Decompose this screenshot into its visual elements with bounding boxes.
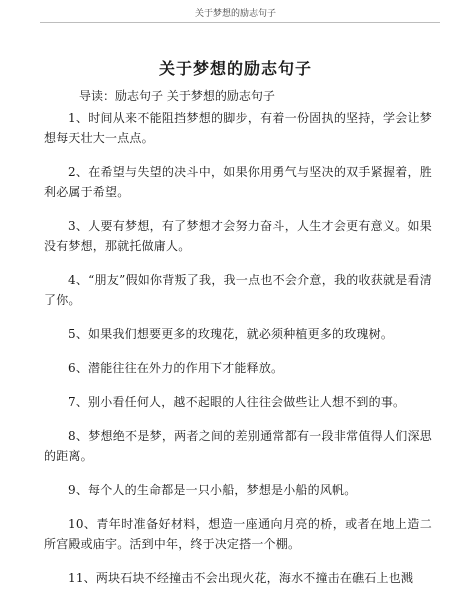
paragraph: 9、每个人的生命都是一只小船，梦想是小船的风帆。 xyxy=(68,483,357,497)
paragraph: 11、两块石块不经撞击不会出现火花，海水不撞击在礁石上也溅 xyxy=(68,571,414,585)
document-body xyxy=(44,108,432,602)
paragraph: 2、在希望与失望的决斗中，如果你用勇气与坚决的双手紧握着，胜利必属于希望。 xyxy=(44,165,432,199)
paragraph: 4、“朋友”假如你背叛了我，我一点也不会介意，我的收获就是看清了你。 xyxy=(44,273,432,307)
intro-line: 导读：励志句子 关于梦想的励志句子 xyxy=(79,89,275,103)
header-divider xyxy=(40,22,440,23)
paragraph: 6、潜能往往在外力的作用下才能释放。 xyxy=(68,361,284,375)
paragraph: 1、时间从来不能阻挡梦想的脚步，有着一份固执的坚持，学会让梦想每天壮大一点点。 xyxy=(44,111,432,145)
document-title: 关于梦想的励志句子 xyxy=(158,59,312,78)
paragraph: 5、如果我们想要更多的玫瑰花，就必须种植更多的玫瑰树。 xyxy=(68,327,394,341)
paragraph: 3、人要有梦想，有了梦想才会努力奋斗，人生才会更有意义。如果没有梦想，那就托做庸人。 xyxy=(44,219,432,253)
paragraph: 7、别小看任何人，越不起眼的人往往会做些让人想不到的事。 xyxy=(68,395,406,409)
paragraph: 8、梦想绝不是梦，两者之间的差别通常都有一段非常值得人们深思的距离。 xyxy=(44,429,432,463)
paragraph: 10、青年时准备好材料，想造一座通向月亮的桥，或者在地上造二所宫殿或庙宇。活到中年，终于决定搭一个棚。 xyxy=(44,517,432,551)
running-header: 关于梦想的励志句子 xyxy=(194,9,276,19)
